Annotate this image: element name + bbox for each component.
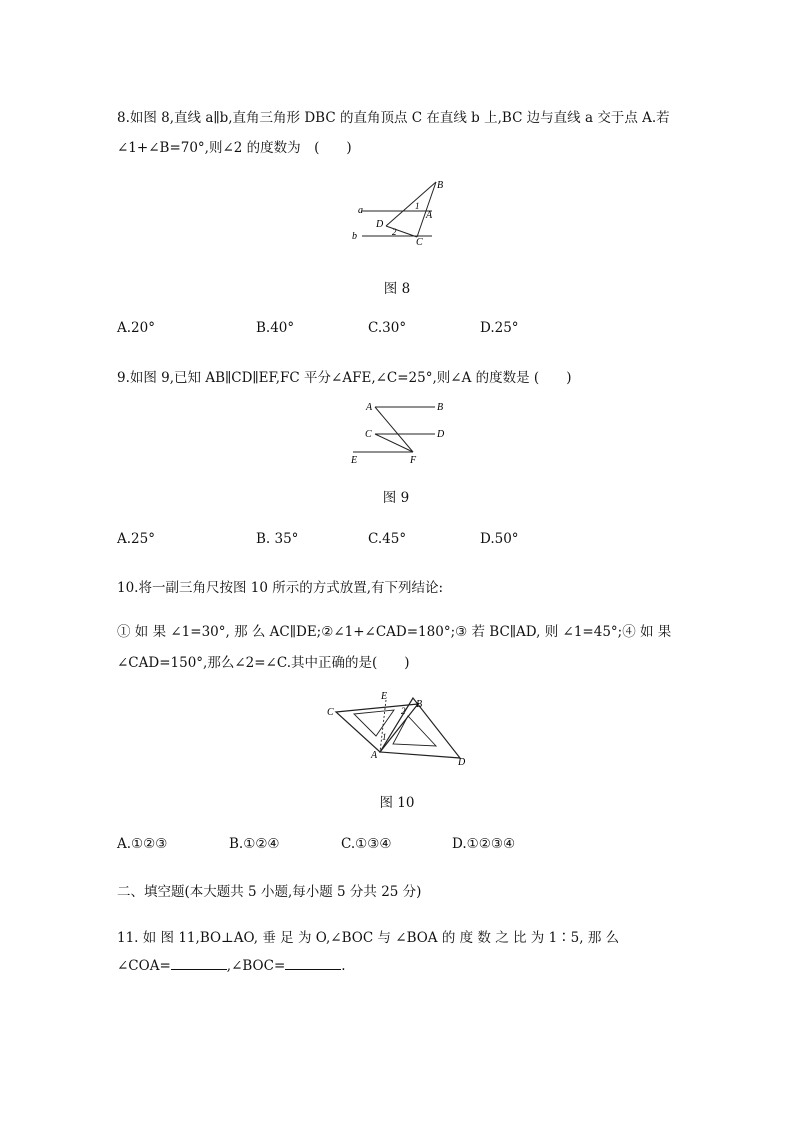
- label-C: C: [416, 237, 423, 248]
- q11-period: .: [341, 958, 346, 974]
- label-D: D: [437, 429, 445, 440]
- q11-coa-label: ∠COA=: [117, 958, 171, 974]
- label-B: B: [437, 180, 444, 191]
- q9-option-c: C.45°: [368, 531, 407, 547]
- q8-line1: 8.如图 8,直线 a∥b,直角三角形 DBC 的直角顶点 C 在直线 b 上,BC 边与直线 a 交于点 A.若: [117, 110, 670, 126]
- label-E: E: [351, 455, 358, 466]
- q10-option-b: B.①②④: [229, 836, 280, 852]
- label-B: B: [437, 402, 444, 413]
- label-C: C: [365, 429, 372, 440]
- label-A: A: [371, 750, 378, 761]
- triangle-ruler-1-inner: [354, 710, 394, 736]
- figure-9: [345, 396, 455, 468]
- q10-line2: ① 如 果 ∠1=30°, 那 么 AC∥DE;②∠1+∠CAD=180°;③ 若 BC∥AD, 则 ∠1=45°;④ 如 果: [117, 624, 672, 640]
- q10-option-c: C.①③④: [341, 836, 392, 852]
- figure-10-caption: 图 10: [379, 795, 415, 811]
- q11-line1: 11. 如 图 11,BO⊥AO, 垂 足 为 O,∠BOC 与 ∠BOA 的 度 数 之 比 为 1∶5, 那 么: [117, 930, 620, 946]
- q11-boc-label: ,∠BOC=: [226, 958, 286, 974]
- label-A: A: [366, 402, 373, 413]
- q8-line2: ∠1+∠B=70°,则∠2 的度数为 ( ): [117, 140, 352, 156]
- q8-option-b: B.40°: [256, 320, 295, 336]
- label-D: D: [376, 219, 384, 230]
- label-b: b: [352, 231, 357, 242]
- figure-10: [318, 688, 478, 770]
- label-angle2: 2: [401, 706, 406, 716]
- label-angle2: 2: [392, 227, 397, 237]
- q11-blank-coa[interactable]: [171, 957, 227, 970]
- line-CF: [375, 434, 413, 452]
- q9-option-a: A.25°: [117, 531, 155, 547]
- figure-8-caption: 图 8: [383, 281, 411, 297]
- figure-8: [350, 176, 460, 248]
- q10-option-d: D.①②③④: [452, 836, 516, 852]
- q11-line2: [117, 957, 346, 974]
- section-heading: 二、填空题(本大题共 5 小题,每小题 5 分共 25 分): [117, 884, 422, 900]
- label-B: B: [416, 699, 423, 710]
- label-a: a: [358, 205, 363, 216]
- q8-option-d: D.25°: [480, 320, 519, 336]
- q10-line1: 10.将一副三角尺按图 10 所示的方式放置,有下列结论:: [117, 580, 444, 596]
- q8-option-a: A.20°: [117, 320, 155, 336]
- side-DC: [386, 226, 417, 237]
- line-AF: [375, 407, 413, 452]
- label-angle1: 1: [382, 732, 387, 742]
- q11-blank-boc[interactable]: [285, 957, 341, 970]
- q8-option-c: C.30°: [368, 320, 407, 336]
- label-F: F: [410, 455, 417, 466]
- q10-line3: ∠CAD=150°,那么∠2=∠C.其中正确的是( ): [117, 655, 410, 671]
- q9-option-b: B. 35°: [256, 531, 299, 547]
- label-angle1: 1: [415, 201, 420, 211]
- q9-line1: 9.如图 9,已知 AB∥CD∥EF,FC 平分∠AFE,∠C=25°,则∠A 的度数是 ( ): [117, 370, 572, 386]
- label-D: D: [458, 757, 466, 768]
- q9-option-d: D.50°: [480, 531, 519, 547]
- figure-9-caption: 图 9: [382, 490, 410, 506]
- label-E: E: [381, 691, 388, 702]
- q10-option-a: A.①②③: [117, 836, 168, 852]
- label-C: C: [327, 707, 334, 718]
- label-A: A: [426, 210, 433, 221]
